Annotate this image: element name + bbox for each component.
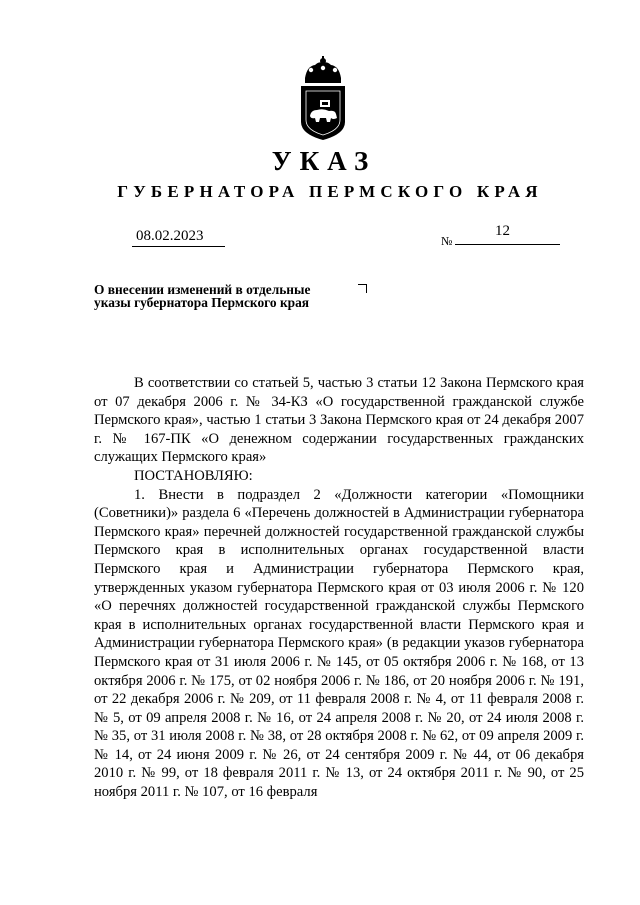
number-underline [455,244,560,245]
date-underline [132,246,225,247]
title-corner-mark [358,284,367,293]
decree-date: 08.02.2023 [136,228,204,244]
decree-title: УКАЗ [271,146,377,176]
document-title [94,283,364,309]
document-title-line1: О внесении изменений в отдельные [94,282,311,297]
document-body [94,374,584,802]
perm-krai-coat-of-arms-icon [293,56,353,142]
decree-number: 12 [495,223,510,239]
number-sign: № [441,234,453,248]
decree-subtitle: ГУБЕРНАТОРА ПЕРМСКОГО КРАЯ [117,182,543,201]
document-title-line2: указы губернатора Пермского края [94,295,310,310]
preamble-paragraph: В соответствии со статьей 5, частью 3 статьи 12 Закона Пермского края от 07 декабря 2006 г. № 34-КЗ «О государственной гражданской службе Пермского края», частью 1 статьи 3 Закона Пермского края от 24 декабря 2007 г. № 167-ПК «О денежном содержании государственных гражданских служащих Пермского края» [94,375,584,466]
item-1-paragraph: 1. Внести в подраздел 2 «Должности категории «Помощники (Советники)» раздела 6 «Перечень должностей в Администрации губернатора Пермского края» перечней должностей государственной гражданской службы Пермского края в исполнительных органах государственной власти Пермского края и Администрации губернатора Пермского края, утвержденных указом губернатора Пермского края от 03 июля 2006 г. № 120 «О перечнях должностей государственной гражданской службы Пермского края в исполнительных органах государственной власти Пермского края и Администрации губернатора Пермского края» (в редакции указов губернатора Пермского края от 31 июля 2006 г. № 145, от 05 октября 2006 г. № 168, от 13 октября 2006 г. № 175, от 02 ноября 2006 г. № 186, от 20 ноября 2006 г. № 191, от 22 декабря 2006 г. № 209, от 11 февраля 2008 г. № 4, от 11 февраля 2008 г. № 5, от 09 апреля 2008 г. № 16, от 24 апреля 2008 г. № 20, от 24 июля 2008 г. № 35, от 31 июля 2008 г. № 38, от 28 октября 2008 г. № 62, от 09 апреля 2009 г. № 14, от 24 июня 2009 г. № 26, от 24 сентября 2009 г. № 44, от 06 декабря 2010 г. № 99, от 18 февраля 2011 г. № 13, от 24 октября 2011 г. № 90, от 25 ноября 2011 г. № 107, от 16 февраля [94,486,584,801]
decree-word: ПОСТАНОВЛЯЮ: [134,467,253,484]
